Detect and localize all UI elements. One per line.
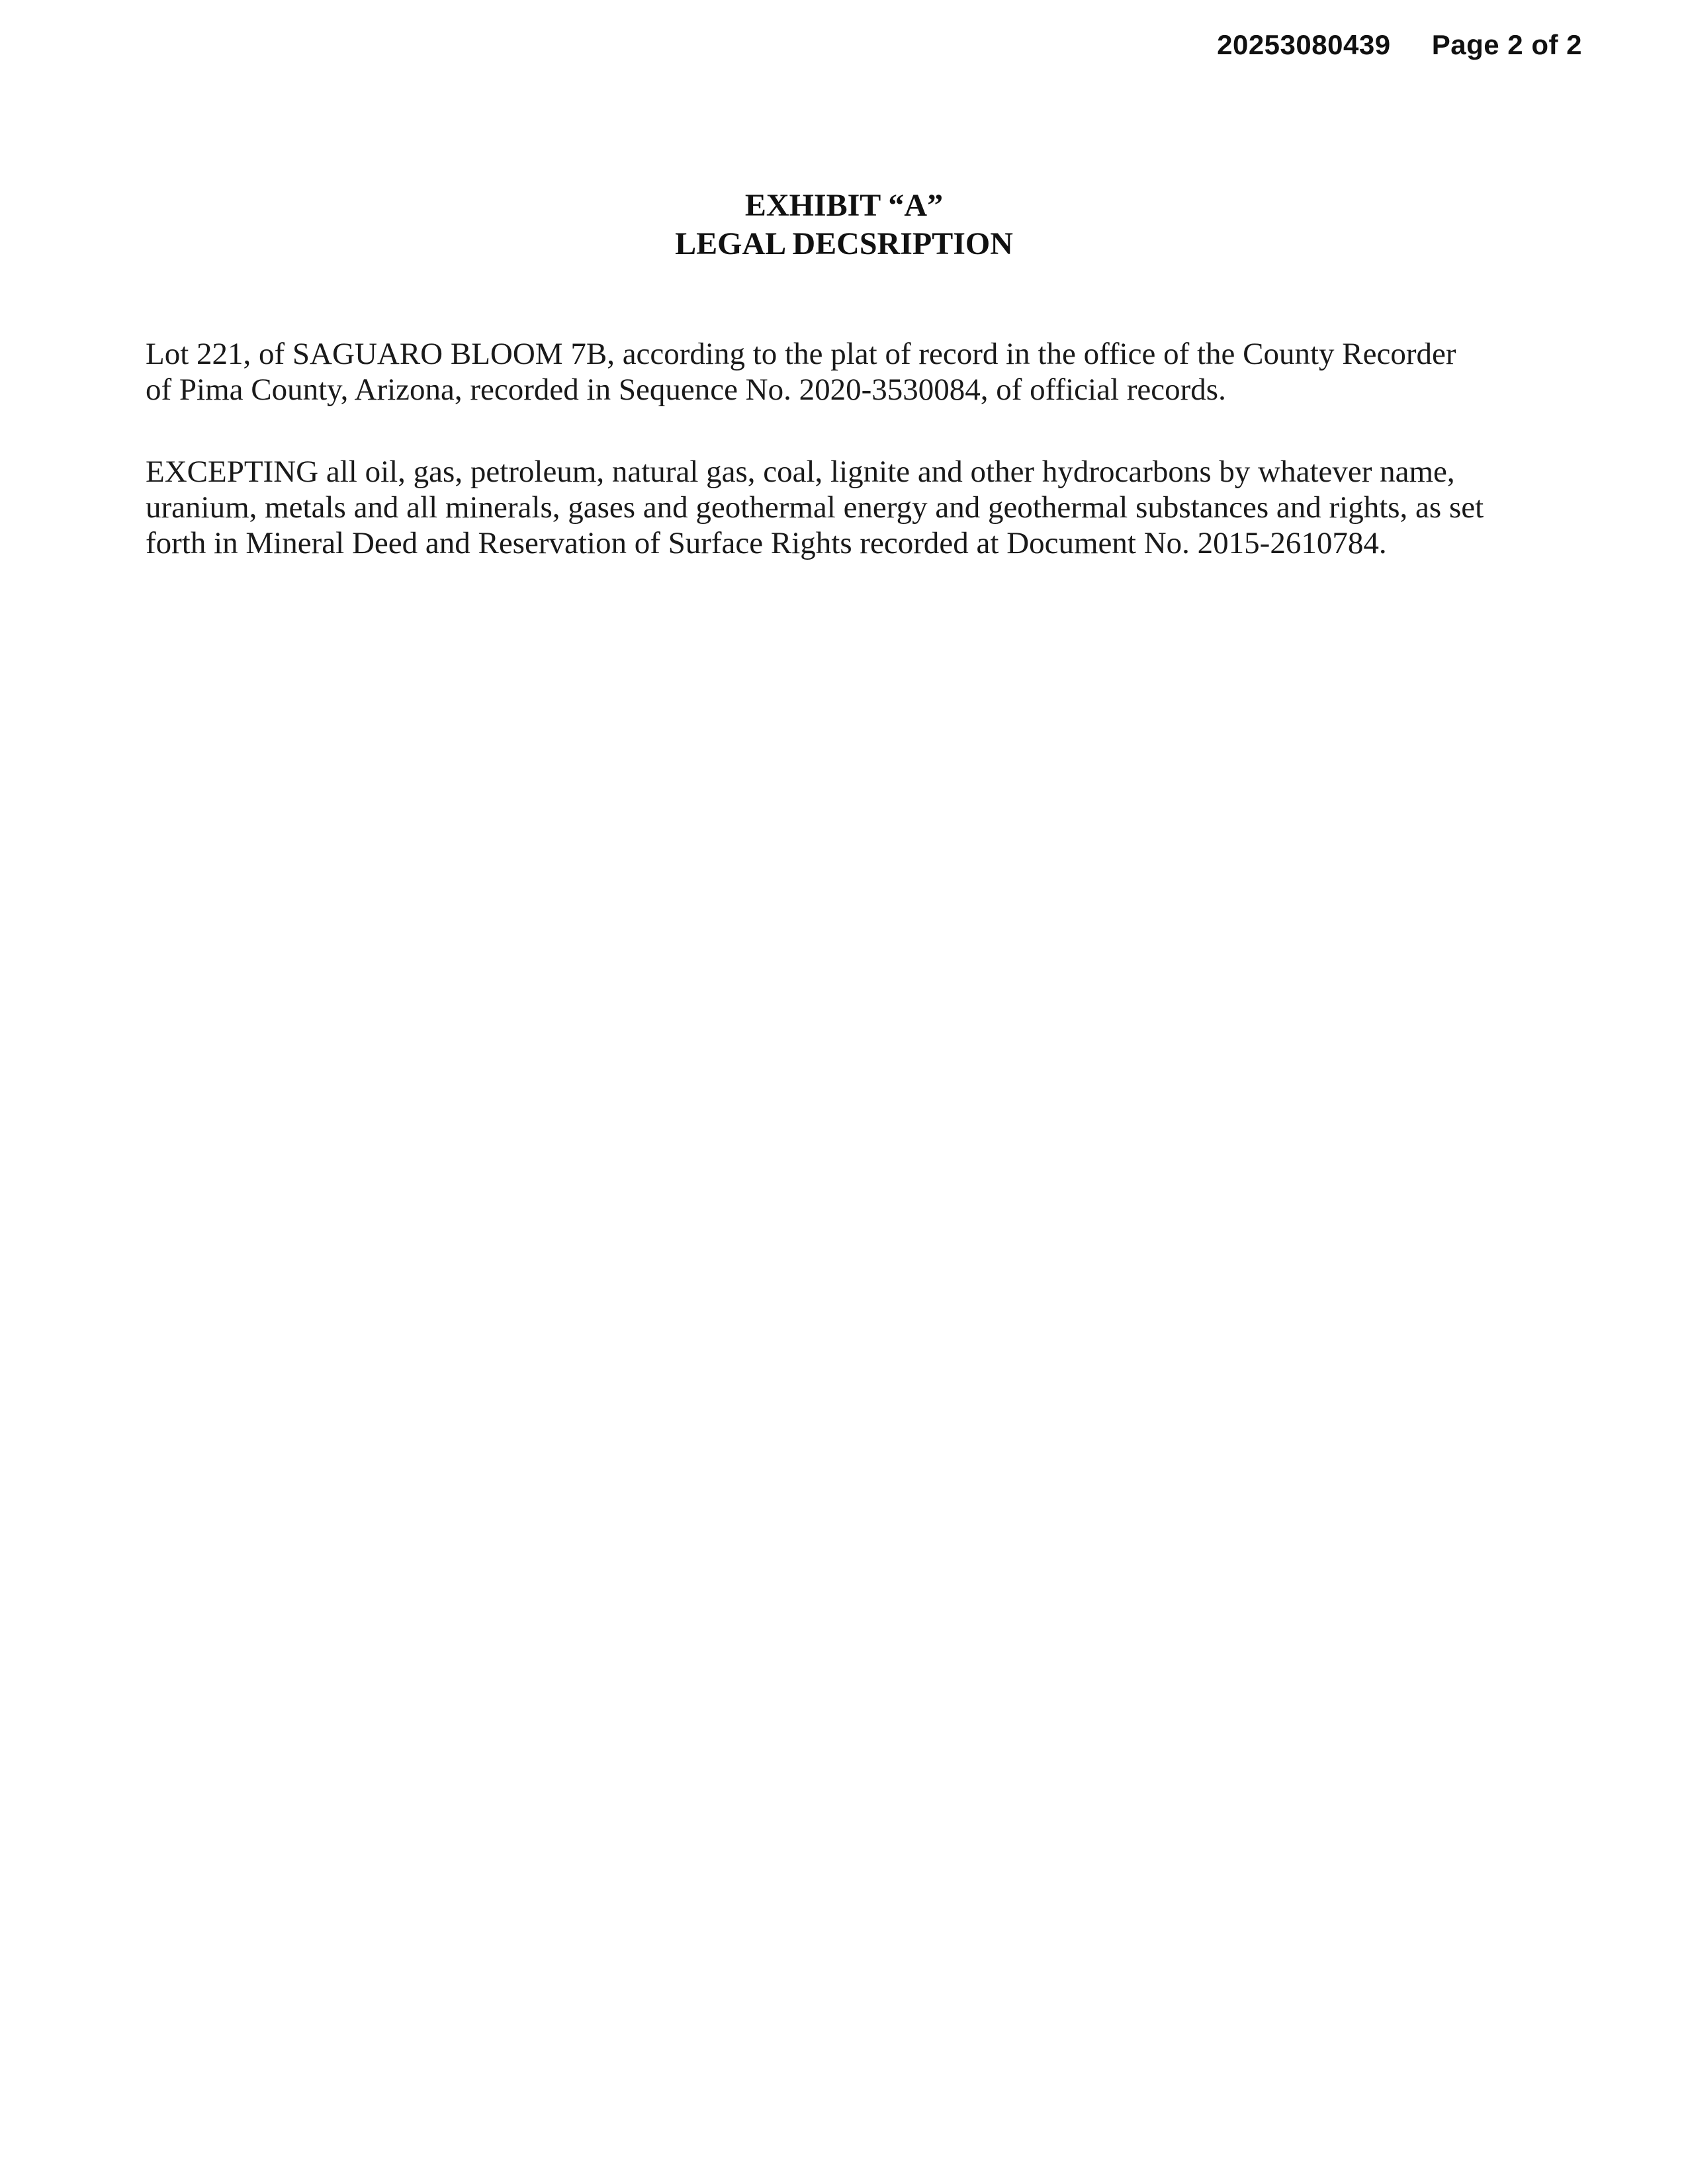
- lot-description-paragraph: [146, 336, 1548, 408]
- page-number-label: Page 2 of 2: [1431, 29, 1582, 60]
- mineral-exception-paragraph: [146, 454, 1548, 561]
- paragraph-line: forth in Mineral Deed and Reservation of Surface Rights recorded at Document No. 2015-2610784.: [146, 526, 1387, 560]
- paragraph-line: of Pima County, Arizona, recorded in Sequence No. 2020-3530084, of official records.: [146, 372, 1226, 407]
- paragraph-line: EXCEPTING all oil, gas, petroleum, natural gas, coal, lignite and other hydrocarbons by whatever name,: [146, 455, 1455, 489]
- document-number: 20253080439: [1217, 29, 1391, 60]
- paragraph-line: uranium, metals and all minerals, gases and geothermal energy and geothermal substances and rights, as set: [146, 490, 1484, 525]
- exhibit-heading: EXHIBIT “A”: [744, 188, 944, 223]
- paragraph-line: Lot 221, of SAGUARO BLOOM 7B, according to the plat of record in the office of the County Recorder: [146, 337, 1456, 371]
- exhibit-title: [0, 187, 1688, 263]
- legal-description-heading: LEGAL DECSRIPTION: [675, 226, 1013, 261]
- recording-header: [1217, 29, 1582, 61]
